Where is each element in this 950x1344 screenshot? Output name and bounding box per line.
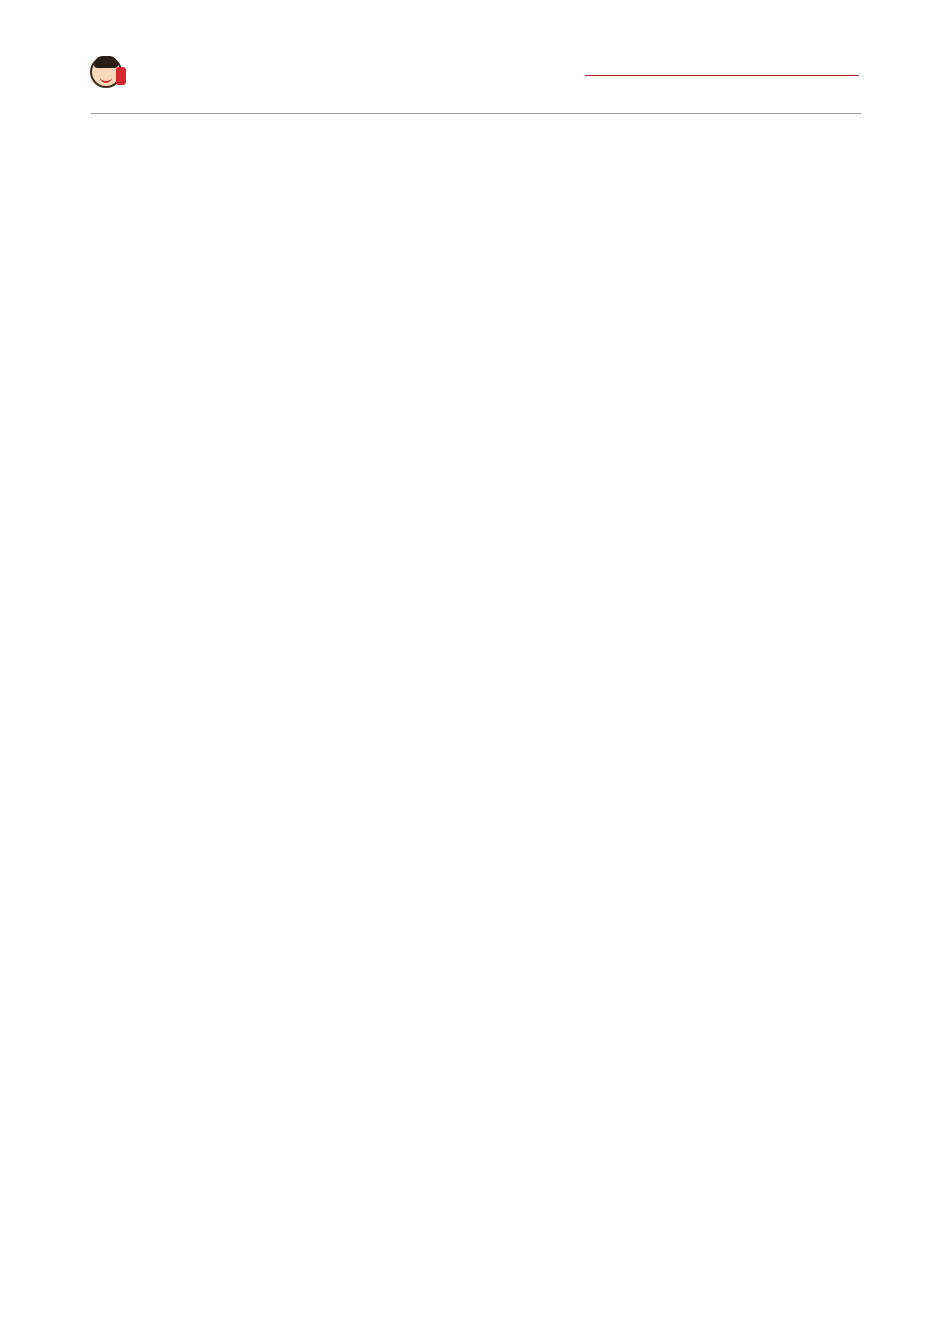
page-header [0,0,950,98]
section-divider [91,113,861,114]
logo-text [116,67,126,85]
page-content [91,94,861,133]
copyright-underline [585,75,859,76]
brand-logo [90,56,190,92]
